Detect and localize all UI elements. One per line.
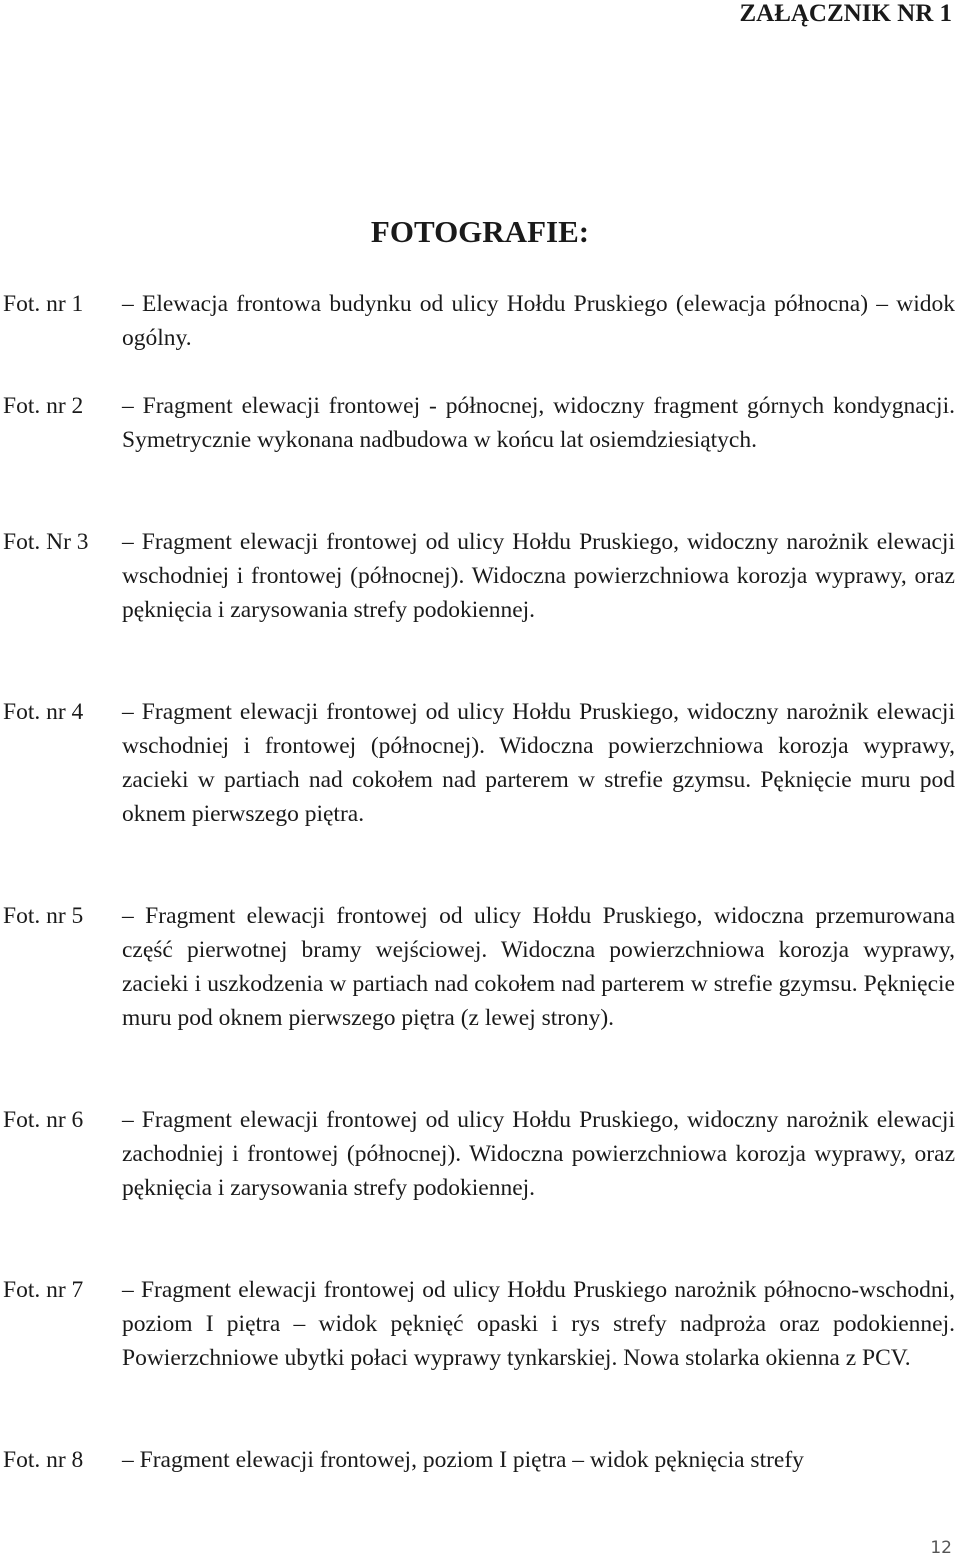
photo-caption-2: [3, 389, 955, 457]
photo-caption-6: [3, 1103, 955, 1205]
caption-text: – Fragment elewacji frontowej od ulicy Hołdu Pruskiego narożnik północno-wschodni, poziom I piętra – widok pęknięć opaski i rys strefy nadproża oraz podokiennej. Powierzchniowe ubytki połaci wyprawy tynkarskiej. Nowa stolarka okienna z PCV.: [122, 1277, 955, 1371]
annex-title: ZAŁĄCZNIK NR 1: [739, 0, 952, 27]
photo-caption-4: [3, 695, 955, 831]
caption-text: – Fragment elewacji frontowej od ulicy Hołdu Pruskiego, widoczny narożnik elewacji zachodniej i frontowej (północnej). Widoczna powierzchniowa korozja wyprawy, oraz pęknięcia i zarysowania strefy podokiennej.: [122, 1107, 955, 1201]
caption-label: Fot. nr 7: [3, 1277, 84, 1303]
caption-label: Fot. nr 6: [3, 1107, 84, 1133]
caption-text: – Elewacja frontowa budynku od ulicy Hołdu Pruskiego (elewacja północna) – widok ogólny.: [122, 291, 955, 351]
caption-text: – Fragment elewacji frontowej od ulicy Hołdu Pruskiego, widoczny narożnik elewacji wschodniej i frontowej (północnej). Widoczna powierzchniowa korozja wyprawy, zacieki w partiach nad cokołem nad parterem w strefie gzymsu. Pęknięcie muru pod oknem pierwszego piętra.: [122, 699, 955, 827]
caption-text: – Fragment elewacji frontowej od ulicy Hołdu Pruskiego, widoczna przemurowana część pierwotnej bramy wejściowej. Widoczna powierzchniowa korozja wyprawy, zacieki i uszkodzenia w partiach nad cokołem nad parterem w strefie gzymsu. Pęknięcie muru pod oknem pierwszego piętra (z lewej strony).: [122, 903, 955, 1031]
section-heading: FOTOGRAFIE:: [370, 214, 590, 249]
caption-text: – Fragment elewacji frontowej - północnej, widoczny fragment górnych kondygnacji. Symetrycznie wykonana nadbudowa w końcu lat osiemdziesiątych.: [122, 393, 955, 453]
page-number: 12: [930, 1538, 952, 1558]
caption-label: Fot. nr 8: [3, 1447, 84, 1473]
caption-label: Fot. nr 1: [3, 291, 84, 317]
photo-caption-1: [3, 287, 955, 355]
caption-label: Fot. nr 4: [3, 699, 84, 725]
photo-caption-5: [3, 899, 955, 1035]
caption-text: – Fragment elewacji frontowej, poziom I piętra – widok pęknięcia strefy: [122, 1447, 804, 1473]
photo-caption-3: [3, 525, 955, 627]
caption-label: Fot. nr 5: [3, 903, 84, 929]
caption-text: – Fragment elewacji frontowej od ulicy Hołdu Pruskiego, widoczny narożnik elewacji wschodniej i frontowej (północnej). Widoczna powierzchniowa korozja wyprawy, oraz pęknięcia i zarysowania strefy podokiennej.: [122, 529, 955, 623]
caption-label: Fot. Nr 3: [3, 529, 89, 555]
caption-label: Fot. nr 2: [3, 393, 84, 419]
photo-caption-8: [3, 1443, 955, 1477]
photo-caption-7: [3, 1273, 955, 1375]
